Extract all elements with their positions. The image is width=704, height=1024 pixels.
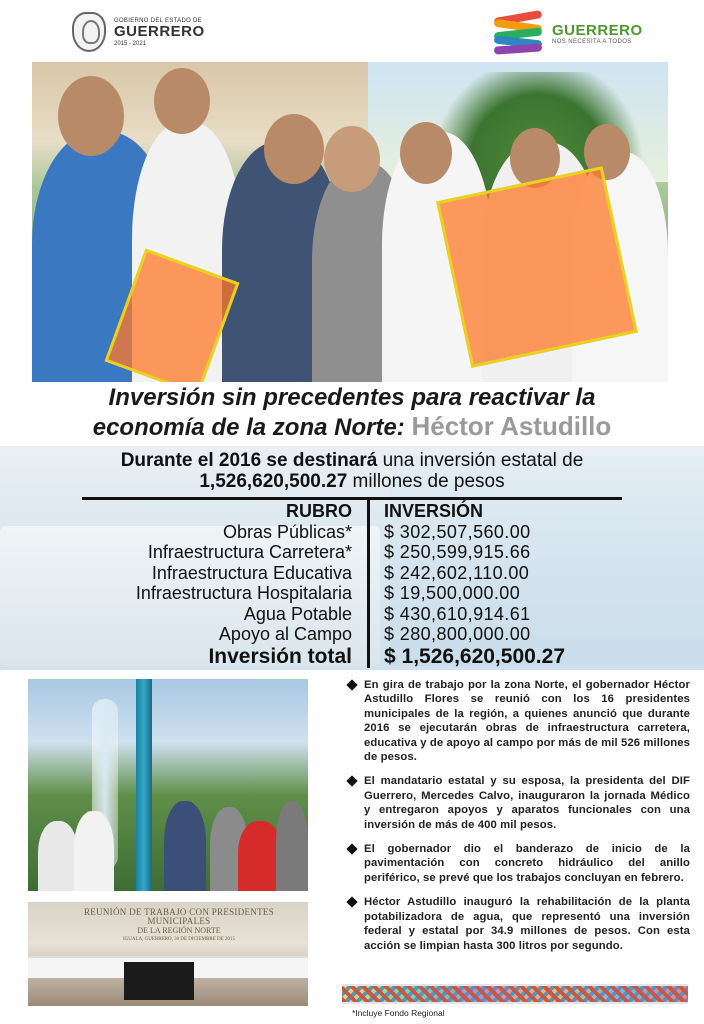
rubro-item: Apoyo al Campo [218,624,352,644]
inversion-item: $ 242,602,110.00 [384,562,530,583]
decorative-pattern-strip [342,984,688,1004]
brand-mark-icon [494,12,542,54]
meeting-photo [28,902,308,1006]
rubro-column [136,501,352,669]
inversion-item: $ 302,507,560.00 [384,521,531,542]
list-item: El mandatario estatal y su esposa, la presidenta del DIF Guerrero, Mercedes Calvo, inauguraron la jornada Médico y entregaron apoyos y aparatos funcionales con una inversión de más de 400 mil pesos. [346,774,690,832]
amount-rest: millones de pesos [347,471,505,492]
headline-highlight-name: Héctor Astudillo [411,411,612,441]
table-top-rule [82,497,622,500]
table-divider [367,500,370,668]
investment-intro [0,450,704,492]
rubro-item: Infraestructura Hospitalaria [135,583,352,603]
inversion-item: $ 430,610,914.61 [384,603,531,624]
brand-subtitle: NOS NECESITA A TODOS [552,38,632,45]
gov-name: GUERRERO [114,22,205,40]
list-item: En gira de trabajo por la zona Norte, el gobernador Héctor Astudillo Flores se reunió con los 16 presidentes municipales de la región, a quienes anunció que durante 2016 se ejecutarán obras de infraestructura carretera, educativa y de apoyo al campo por más de mil 526 millones de pesos. [346,678,690,764]
brand-title: GUERRERO [552,21,643,39]
rubro-header: RUBRO [286,501,352,521]
inversion-column [384,501,565,669]
intro-bold: Durante el 2016 se destinará [120,450,378,471]
headline-line-1: Inversión sin precedentes para reactivar la [108,384,596,411]
intro-rest: una inversión estatal de [377,450,584,471]
total-label: Inversión total [208,644,352,668]
list-item: El gobernador dio el banderazo de inicio de la pavimentación con concreto hidráulico del anillo periférico, se prevé que los trabajos concluyan en febrero. [346,842,690,885]
total-value: $ 1,526,620,500.27 [384,644,566,668]
meeting-banner [64,907,294,942]
water-plant-photo [28,679,308,891]
diamond-bullet-icon [346,897,357,908]
banner-line-2: DE LA REGIÓN NORTE [137,926,221,935]
rubro-item: Infraestructura Carretera* [147,542,352,562]
banner-line-3: IGUALA, GUERRERO, 30 DE DICIEMBRE DE 2015 [123,937,235,942]
gov-small-label: GOBIERNO DEL ESTADO DE [114,17,202,24]
banner-line-1: REUNIÓN DE TRABAJO CON PRESIDENTES MUNICIPALES [83,907,275,926]
news-bullets [346,678,690,963]
inversion-item: $ 250,599,915.66 [384,542,531,562]
rubro-item: Agua Potable [243,603,352,624]
inversion-item: $ 280,800,000.00 [384,624,531,644]
diamond-bullet-icon [346,776,357,787]
state-government-logo [72,12,205,52]
hero-photo [32,62,668,382]
headline [0,384,704,442]
footnote: *Incluye Fondo Regional [352,1008,445,1018]
inversion-header: INVERSIÓN [384,501,484,521]
headline-line-2-prefix: economía de la zona Norte: [92,414,412,441]
header [0,0,704,62]
rubro-item: Obras Públicas* [222,521,352,542]
guerrero-brand-logo [494,12,643,54]
diamond-bullet-icon [346,843,357,854]
gov-years: 2015 - 2021 [114,40,147,47]
list-item: Héctor Astudillo inauguró la rehabilitación de la planta potabilizadora de agua, que representó una inversión federal y estatal por 34.9 millones de pesos. Con esta acción se limpian hasta 300 litros por segundo. [346,895,690,953]
amount-bold: 1,526,620,500.27 [199,471,348,492]
diamond-bullet-icon [346,679,357,690]
rubro-item: Infraestructura Educativa [151,562,352,583]
investment-band [0,446,704,670]
inversion-item: $ 19,500,000.00 [384,583,521,603]
headline-line-2 [0,412,704,442]
state-seal-icon [72,12,106,52]
